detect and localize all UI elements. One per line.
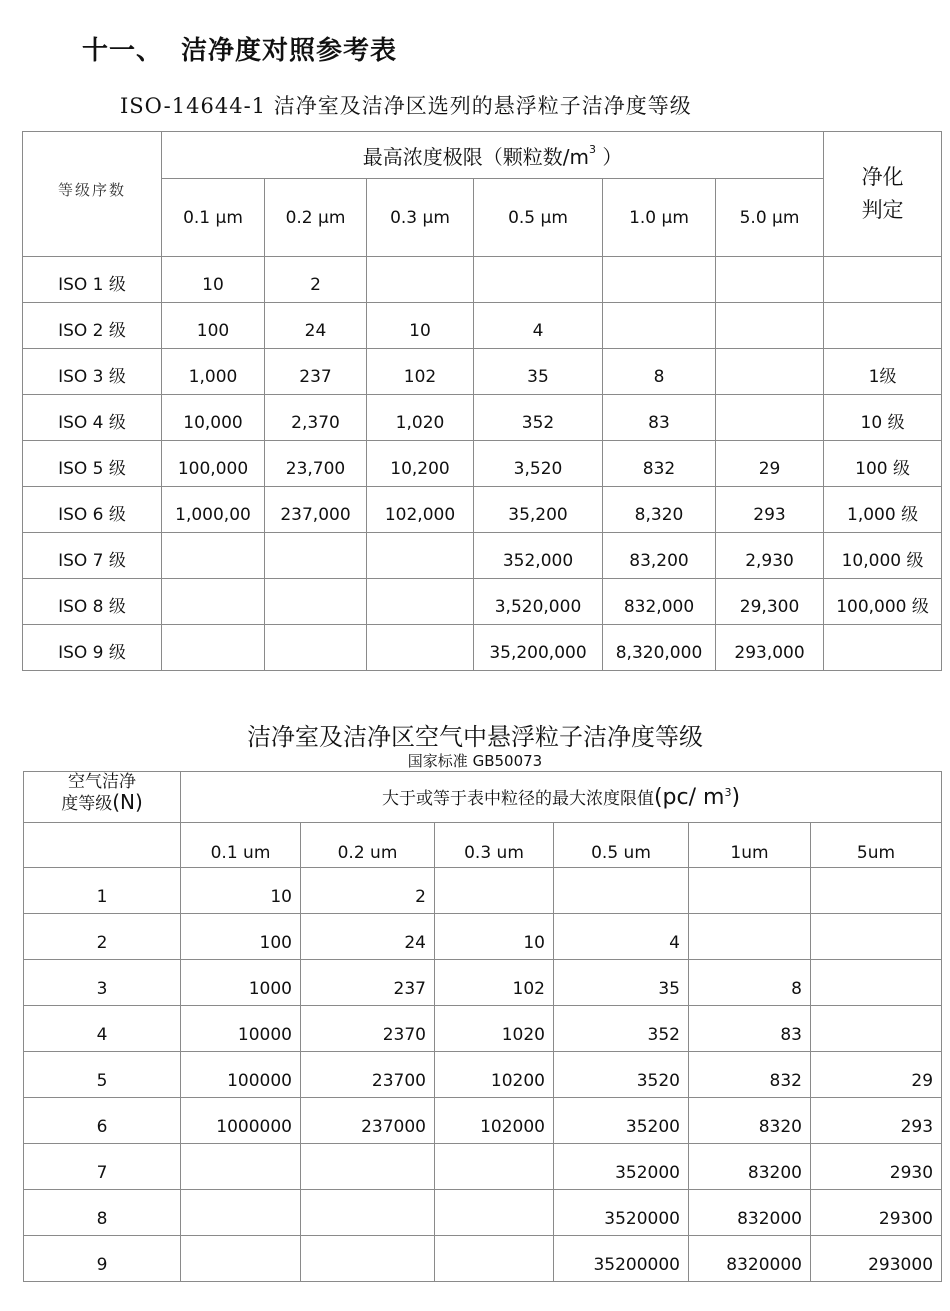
concentration-header-sup: 3	[588, 142, 596, 156]
value-cell: 100,000	[162, 441, 265, 487]
table1-caption: ISO-14644-1 洁净室及洁净区选列的悬浮粒子洁净度等级	[120, 94, 692, 118]
value-cell	[716, 395, 824, 441]
value-cell: 83200	[689, 1144, 811, 1190]
value-cell: 35200	[554, 1098, 689, 1144]
value-cell	[367, 579, 474, 625]
table-row	[24, 1006, 942, 1052]
concentration-header-text: 大于或等于表中粒径的最大浓度限值	[381, 789, 654, 809]
value-cell	[435, 1236, 554, 1282]
table-row	[24, 1144, 942, 1190]
table-row	[24, 1190, 942, 1236]
concentration-header-end: ）	[595, 144, 623, 169]
value-cell	[301, 1190, 435, 1236]
concentration-header	[181, 772, 942, 823]
value-cell: 10,000	[162, 395, 265, 441]
value-cell: 237	[265, 349, 367, 395]
judge-cell: 100,000 级	[824, 579, 942, 625]
grade-cell: 3	[24, 960, 181, 1006]
value-cell: 24	[301, 914, 435, 960]
value-cell: 8320	[689, 1098, 811, 1144]
value-cell: 2	[301, 868, 435, 914]
iso-cleanliness-table	[22, 131, 942, 671]
value-cell: 2370	[301, 1006, 435, 1052]
concentration-header-unit: (pc/ m	[653, 785, 725, 810]
value-cell: 237000	[301, 1098, 435, 1144]
particle-size-header: 0.2 um	[301, 823, 435, 868]
particle-size-header: 5.0 μm	[716, 179, 824, 257]
grade-cell: ISO 5 级	[23, 441, 162, 487]
value-cell: 3,520	[474, 441, 603, 487]
value-cell	[435, 868, 554, 914]
particle-size-header: 0.3 um	[435, 823, 554, 868]
value-cell: 23,700	[265, 441, 367, 487]
value-cell: 3,520,000	[474, 579, 603, 625]
grade-cell: ISO 2 级	[23, 303, 162, 349]
judge-cell: 1级	[824, 349, 942, 395]
value-cell: 8	[689, 960, 811, 1006]
grade-header-n: (N)	[112, 790, 143, 814]
grade-cell: 6	[24, 1098, 181, 1144]
value-cell	[689, 868, 811, 914]
concentration-header-end: )	[731, 785, 741, 810]
value-cell: 832	[689, 1052, 811, 1098]
empty-header-cell	[24, 823, 181, 868]
value-cell: 352000	[554, 1144, 689, 1190]
judge-cell: 10,000 级	[824, 533, 942, 579]
gb50073-cleanliness-table	[23, 771, 942, 1282]
value-cell: 237,000	[265, 487, 367, 533]
value-cell: 8,320	[603, 487, 716, 533]
value-cell: 10	[435, 914, 554, 960]
grade-cell: ISO 7 级	[23, 533, 162, 579]
value-cell	[301, 1236, 435, 1282]
particle-size-header: 0.5 μm	[474, 179, 603, 257]
particle-size-header: 1um	[689, 823, 811, 868]
value-cell	[811, 868, 942, 914]
grade-cell: ISO 8 级	[23, 579, 162, 625]
table-row	[23, 533, 942, 579]
table-row	[23, 303, 942, 349]
table-row	[23, 579, 942, 625]
table-row	[23, 625, 942, 671]
grade-header-line1: 空气洁净	[68, 772, 136, 792]
value-cell: 1,000,00	[162, 487, 265, 533]
grade-cell: ISO 3 级	[23, 349, 162, 395]
table2-title: 洁净室及洁净区空气中悬浮粒子洁净度等级	[247, 723, 703, 751]
section-number: 十一、	[82, 36, 164, 66]
table-row	[23, 349, 942, 395]
value-cell: 100	[181, 914, 301, 960]
grade-cell: ISO 1 级	[23, 257, 162, 303]
table-row	[23, 257, 942, 303]
value-cell	[265, 579, 367, 625]
value-cell: 10000	[181, 1006, 301, 1052]
value-cell: 35,200,000	[474, 625, 603, 671]
value-cell: 1,000	[162, 349, 265, 395]
value-cell	[554, 868, 689, 914]
value-cell: 102000	[435, 1098, 554, 1144]
concentration-header-text: 最高浓度极限（颗粒数/m	[362, 144, 589, 169]
value-cell	[367, 257, 474, 303]
value-cell: 35200000	[554, 1236, 689, 1282]
value-cell	[367, 625, 474, 671]
value-cell: 1000	[181, 960, 301, 1006]
value-cell: 10	[162, 257, 265, 303]
table-row	[24, 914, 942, 960]
value-cell	[811, 914, 942, 960]
value-cell: 83	[603, 395, 716, 441]
value-cell: 8	[603, 349, 716, 395]
value-cell: 100	[162, 303, 265, 349]
value-cell	[265, 533, 367, 579]
value-cell	[603, 257, 716, 303]
value-cell	[716, 349, 824, 395]
value-cell	[367, 533, 474, 579]
judge-cell	[824, 303, 942, 349]
grade-cell: ISO 6 级	[23, 487, 162, 533]
grade-cell: 4	[24, 1006, 181, 1052]
value-cell	[181, 1236, 301, 1282]
grade-cell: 9	[24, 1236, 181, 1282]
value-cell	[181, 1190, 301, 1236]
particle-size-header: 0.2 μm	[265, 179, 367, 257]
value-cell	[301, 1144, 435, 1190]
value-cell: 4	[474, 303, 603, 349]
grade-cell: ISO 9 级	[23, 625, 162, 671]
judge-header-line1: 净化	[861, 165, 904, 189]
grade-header: 等级序数	[23, 132, 162, 257]
value-cell: 2,930	[716, 533, 824, 579]
concentration-header	[162, 132, 824, 179]
value-cell	[435, 1144, 554, 1190]
value-cell: 2930	[811, 1144, 942, 1190]
judge-cell: 1,000 级	[824, 487, 942, 533]
value-cell: 3520	[554, 1052, 689, 1098]
particle-size-header: 0.1 um	[181, 823, 301, 868]
concentration-header-sup: 3	[724, 786, 732, 799]
particle-size-header: 0.5 um	[554, 823, 689, 868]
judge-cell	[824, 625, 942, 671]
value-cell: 8,320,000	[603, 625, 716, 671]
table-row	[24, 960, 942, 1006]
table-row	[23, 441, 942, 487]
value-cell	[716, 303, 824, 349]
value-cell: 29300	[811, 1190, 942, 1236]
value-cell	[811, 1006, 942, 1052]
value-cell: 10,200	[367, 441, 474, 487]
value-cell	[689, 914, 811, 960]
value-cell: 35	[474, 349, 603, 395]
value-cell: 4	[554, 914, 689, 960]
grade-header	[24, 772, 181, 823]
judge-cell: 100 级	[824, 441, 942, 487]
value-cell	[162, 625, 265, 671]
value-cell: 293,000	[716, 625, 824, 671]
value-cell: 832,000	[603, 579, 716, 625]
value-cell: 10200	[435, 1052, 554, 1098]
value-cell: 23700	[301, 1052, 435, 1098]
value-cell	[716, 257, 824, 303]
value-cell: 29,300	[716, 579, 824, 625]
value-cell	[603, 303, 716, 349]
value-cell: 293	[811, 1098, 942, 1144]
particle-size-header: 5um	[811, 823, 942, 868]
value-cell: 35,200	[474, 487, 603, 533]
value-cell: 102,000	[367, 487, 474, 533]
table-row	[23, 487, 942, 533]
table2-subtitle: 国家标准 GB50073	[407, 752, 543, 770]
value-cell: 29	[716, 441, 824, 487]
value-cell: 1020	[435, 1006, 554, 1052]
particle-size-header: 0.3 μm	[367, 179, 474, 257]
value-cell: 352	[554, 1006, 689, 1052]
value-cell: 1000000	[181, 1098, 301, 1144]
grade-header-line2: 度等级	[61, 794, 113, 814]
value-cell: 8320000	[689, 1236, 811, 1282]
grade-cell: 7	[24, 1144, 181, 1190]
value-cell: 3520000	[554, 1190, 689, 1236]
value-cell: 10	[181, 868, 301, 914]
grade-cell: 8	[24, 1190, 181, 1236]
value-cell: 832000	[689, 1190, 811, 1236]
table-row	[24, 868, 942, 914]
grade-cell: 2	[24, 914, 181, 960]
value-cell: 24	[265, 303, 367, 349]
value-cell: 237	[301, 960, 435, 1006]
value-cell: 293000	[811, 1236, 942, 1282]
judge-cell	[824, 257, 942, 303]
value-cell: 10	[367, 303, 474, 349]
value-cell: 352	[474, 395, 603, 441]
judge-header	[824, 132, 942, 257]
value-cell	[435, 1190, 554, 1236]
value-cell: 102	[367, 349, 474, 395]
table-row	[24, 1098, 942, 1144]
particle-size-header: 1.0 μm	[603, 179, 716, 257]
value-cell: 83	[689, 1006, 811, 1052]
section-heading	[82, 30, 397, 67]
value-cell: 100000	[181, 1052, 301, 1098]
particle-size-header: 0.1 μm	[162, 179, 265, 257]
value-cell	[162, 533, 265, 579]
value-cell: 29	[811, 1052, 942, 1098]
value-cell: 352,000	[474, 533, 603, 579]
grade-cell: ISO 4 级	[23, 395, 162, 441]
value-cell: 1,020	[367, 395, 474, 441]
value-cell	[162, 579, 265, 625]
section-title: 洁净度对照参考表	[181, 36, 398, 66]
value-cell: 2,370	[265, 395, 367, 441]
value-cell	[811, 960, 942, 1006]
grade-cell: 5	[24, 1052, 181, 1098]
table-row	[24, 1236, 942, 1282]
judge-header-line2: 判定	[861, 198, 904, 222]
value-cell: 832	[603, 441, 716, 487]
value-cell: 102	[435, 960, 554, 1006]
value-cell	[181, 1144, 301, 1190]
grade-cell: 1	[24, 868, 181, 914]
value-cell: 2	[265, 257, 367, 303]
judge-cell: 10 级	[824, 395, 942, 441]
value-cell	[474, 257, 603, 303]
value-cell: 83,200	[603, 533, 716, 579]
value-cell: 35	[554, 960, 689, 1006]
value-cell	[265, 625, 367, 671]
value-cell: 293	[716, 487, 824, 533]
table-row	[24, 1052, 942, 1098]
table-row	[23, 395, 942, 441]
